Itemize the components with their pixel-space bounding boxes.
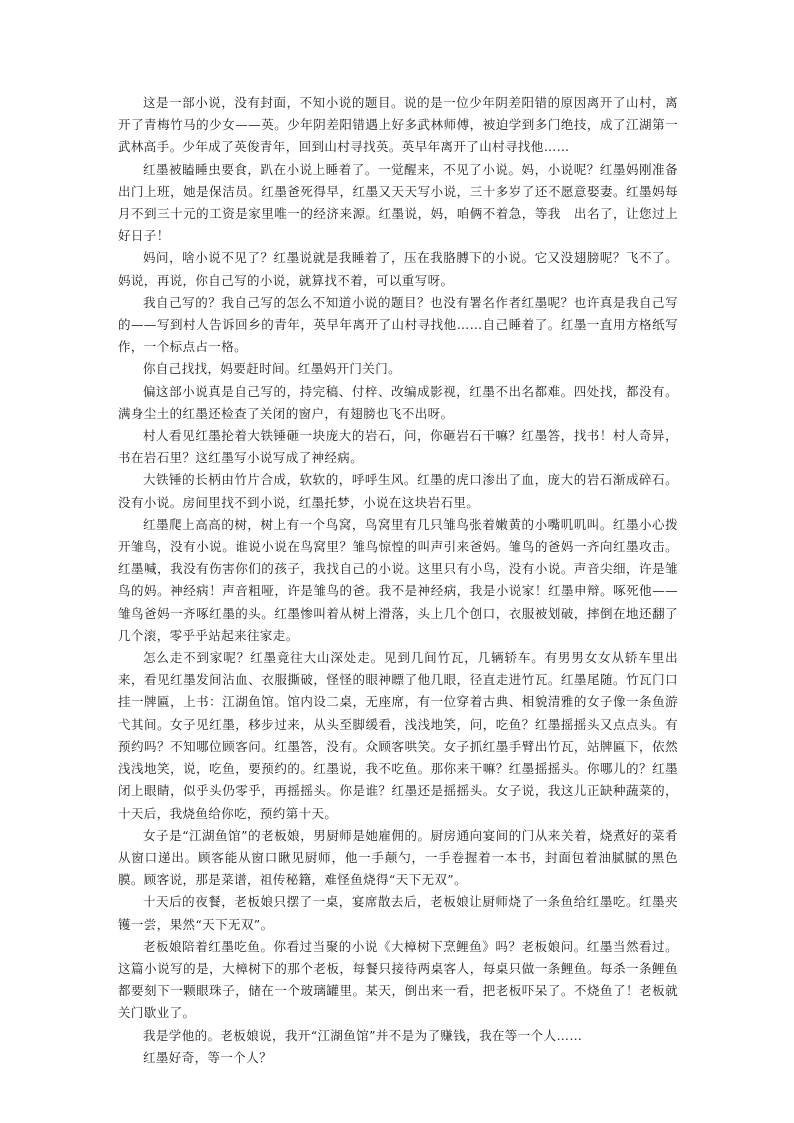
paragraph: 女子是“江湖鱼馆”的老板娘，男厨师是她雇佣的。厨房通向宴间的门从来关着，烧煮好的菜肴从窗口递出。顾客能从窗口瞅见厨师，他一手颠勺，一手卷握着一本书，封面包着油腻腻的黑色膜。顾客说，那是菜谱，祖传秘籍，难怪鱼烧得“天下无双”。 xyxy=(118,827,678,888)
paragraph: 我是学他的。老板娘说，我开“江湖鱼馆”并不是为了赚钱，我在等一个人…… xyxy=(143,1027,583,1043)
paragraph: 大铁锤的长柄由竹片合成，软软的，呼呼生风。红墨的虎口渗出了血，庞大的岩石渐成碎石。没有小说。房间里找不到小说，红墨托梦，小说在这块岩石里。 xyxy=(118,472,678,510)
paragraph: 红墨爬上高高的树，树上有一个鸟窝，鸟窝里有几只雏鸟张着嫩黄的小嘴叽叽叫。红墨小心拨开雏鸟，没有小说。谁说小说在鸟窝里？雏鸟惊惶的叫声引来爸妈。雏鸟的爸妈一齐向红墨攻击。红墨喊，我没有伤害你们的孩子，我找自己的小说。这里只有小鸟，没有小说。声音尖细，许是雏鸟的妈。神经病！声音粗哑，许是雏鸟的爸。我不是神经病，我是小说家！红墨申辩。啄死他——雏鸟爸妈一齐啄红墨的头。红墨惨叫着从树上滑落，头上几个创口，衣服被划破，摔倒在地还翻了几个滚，零乎乎站起来往家走。 xyxy=(118,516,678,643)
paragraph: 偏这部小说真是自己写的，持完稿、付梓、改编成影视，红墨不出名都难。四处找，都没有。满身尘土的红墨还检查了关闭的窗户，有翅膀也飞不出呀。 xyxy=(118,383,678,421)
paragraph: 这是一部小说，没有封面，不知小说的题目。说的是一位少年阴差阳错的原因离开了山村，离开了青梅竹马的少女——英。少年阴差阳错遇上好多武林师傅，被迫学到多门绝技，成了江湖第一武林高手。少年成了英俊青年，回到山村寻找英。英早年离开了山村寻找他…… xyxy=(118,95,678,155)
paragraph: 村人看见红墨抡着大铁锤砸一块庞大的岩石，问，你砸岩石干嘛？红墨答，找书！村人奇异，书在岩石里？这红墨写小说写成了神经病。 xyxy=(118,428,678,466)
paragraph: 红墨好奇，等一个人？ xyxy=(143,1049,273,1065)
paragraph: 妈问，啥小说不见了？红墨说就是我睡着了，压在我胳膊下的小说。它又没翅膀呢？飞不了。妈说，再说，你自己写的小说，就算找不着，可以重写呀。 xyxy=(118,250,678,288)
paragraph: 十天后的夜餐，老板娘只摆了一桌，宴席散去后，老板娘让厨师烧了一条鱼给红墨吃。红墨夹镬一尝，果然“天下无双”。 xyxy=(118,894,678,932)
paragraph: 红墨被瞌睡虫要食，趴在小说上睡着了。一觉醒来，不见了小说。妈，小说呢？红墨妈刚准备出门上班，她是保洁员。红墨爸死得早，红墨又天天写小说，三十多岁了还不愿意娶妻。红墨妈每月不到三十元的工资是家里唯一的经济来源。红墨说，妈，咱俩不着急，等我 出名了，让您过上好日子！ xyxy=(118,161,678,244)
paragraph: 怎么走不到家呢？红墨竟往大山深处走。见到几间竹瓦，几辆轿车。有男男女女从轿车里出来，看见红墨发间沾血、衣服撕破，怪怪的眼神瞟了他几眼，径直走进竹瓦。红墨尾随。竹瓦门口挂一牌匾，上书：江湖鱼馆。馆内设二桌，无座席，有一位穿着古典、相貌清雅的女子像一条鱼游弋其间。女子见红墨，移步过来，从头至脚缓看，浅浅地笑，问，吃鱼？红墨摇摇头又点点头。有预约吗？不知哪位顾客问。红墨答，没有。众顾客哄笑。女子抓红墨手臂出竹瓦，站牌匾下，依然浅浅地笑，说，吃鱼，要预约的。红墨说，我不吃鱼。那你来干嘛？红墨摇摇头。你哪儿的？红墨闭上眼睛，似乎头仍零乎，再摇摇头。你是谁？红墨还是摇摇头。女子说，我这儿正缺种蔬菜的，十天后，我烧鱼给你吃，预约第十天。 xyxy=(118,650,678,821)
paragraph: 你自己找找，妈要赶时间。红墨妈开门关门。 xyxy=(143,361,402,377)
paragraph: 我自己写的？我自己写的怎么不知道小说的题目？也没有署名作者红墨呢？也许真是我自己写的——写到村人告诉回乡的青年，英早年离开了山村寻找他……自己睡着了。红墨一直用方格纸写作，一个标点占一格。 xyxy=(118,294,678,355)
paragraph: 老板娘陪着红墨吃鱼。你看过当聚的小说《大樟树下烹鲤鱼》吗？老板娘问。红墨当然看过。这篇小说写的是，大樟树下的那个老板，每餐只接待两桌客人，每桌只做一条鲤鱼。每杀一条鲤鱼都要刻下一颗眼珠子，储在一个玻璃罐里。某天，倒出来一看，把老板吓呆了。不烧鱼了！老板就关门歇业了。 xyxy=(118,938,678,1021)
document-page xyxy=(118,92,678,1069)
